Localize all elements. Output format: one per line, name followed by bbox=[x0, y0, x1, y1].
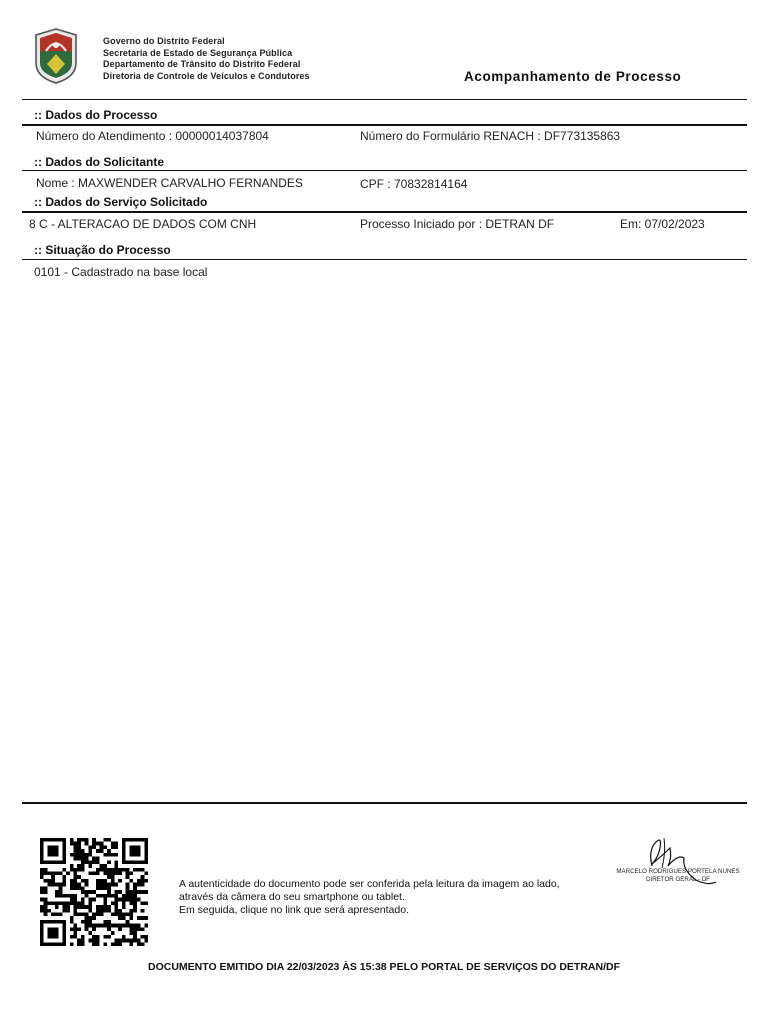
section-heading-processo: :: Dados do Processo bbox=[34, 108, 158, 122]
document-title: Acompanhamento de Processo bbox=[464, 69, 682, 84]
processo-iniciado-por: Processo Iniciado por : DETRAN DF bbox=[360, 217, 555, 231]
processo-data: Em: 07/02/2023 bbox=[620, 217, 705, 231]
servico-descricao: 8 C - ALTERACAO DE DADOS COM CNH bbox=[29, 217, 257, 231]
authenticity-line: A autenticidade do documento pode ser conferida pela leitura da imagem ao lado, bbox=[179, 878, 560, 890]
divider bbox=[22, 124, 747, 126]
gov-line: Diretoria de Controle de Veículos e Condutores bbox=[103, 70, 310, 81]
detran-df-crest-icon bbox=[32, 27, 80, 85]
situacao-status: 0101 - Cadastrado na base local bbox=[34, 265, 208, 279]
signatory-role: DIRETOR GERAL - DF bbox=[646, 876, 710, 883]
signatory-name: MARCELO RODRIGUES PORTELA NUNES bbox=[616, 868, 740, 875]
solicitante-cpf: CPF : 70832814164 bbox=[360, 177, 468, 191]
divider bbox=[22, 170, 747, 171]
gov-line: Secretaria de Estado de Segurança Pública bbox=[103, 47, 293, 58]
signatory bbox=[612, 868, 744, 884]
footer-divider bbox=[22, 802, 747, 804]
section-heading-servico: :: Dados do Serviço Solicitado bbox=[34, 195, 208, 209]
divider bbox=[22, 99, 747, 100]
authenticity-note bbox=[179, 878, 560, 917]
emission-footer: DOCUMENTO EMITIDO DIA 22/03/2023 ÀS 15:38 PELO PORTAL DE SERVIÇOS DO DETRAN/DF bbox=[147, 961, 621, 973]
atendimento-number: Número do Atendimento : 00000014037804 bbox=[36, 129, 269, 143]
section-heading-solicitante: :: Dados do Solicitante bbox=[34, 155, 165, 169]
divider bbox=[22, 259, 747, 260]
section-heading-situacao: :: Situação do Processo bbox=[34, 243, 171, 257]
gov-line: Governo do Distrito Federal bbox=[103, 36, 225, 46]
divider bbox=[22, 211, 747, 213]
authenticity-line: através da câmera do seu smartphone ou tablet. bbox=[179, 891, 405, 903]
solicitante-nome: Nome : MAXWENDER CARVALHO FERNANDES bbox=[36, 176, 303, 190]
gov-line: Departamento de Trânsito do Distrito Federal bbox=[103, 59, 301, 69]
government-header bbox=[103, 36, 310, 82]
authenticity-line: Em seguida, clique no link que será apresentado. bbox=[179, 904, 409, 916]
renach-number: Número do Formulário RENACH : DF773135863 bbox=[360, 129, 621, 143]
qr-code-icon[interactable] bbox=[37, 838, 151, 946]
